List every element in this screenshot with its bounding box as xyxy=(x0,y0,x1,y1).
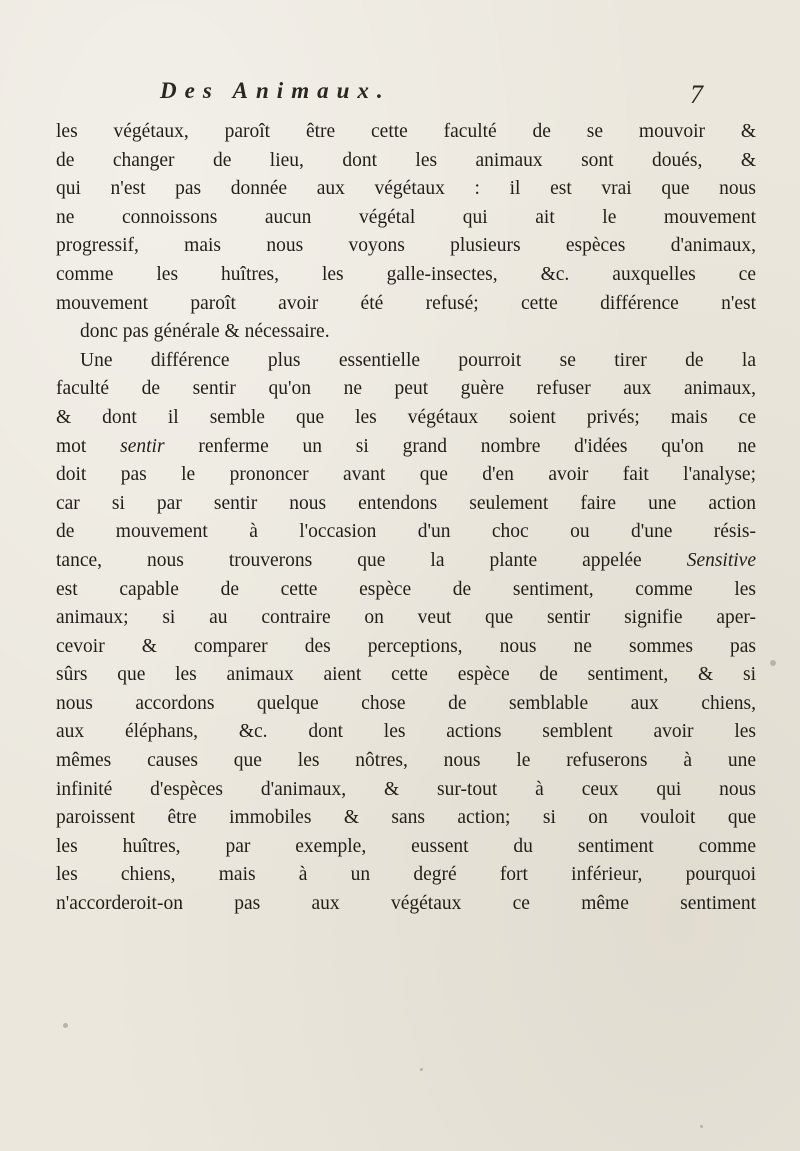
paper-speck xyxy=(420,1068,423,1071)
italic-word-sensitive: Sensitive xyxy=(686,549,756,571)
text-line-3: qui n'est pas donnée aux végétaux : il est vrai que nous xyxy=(56,178,756,200)
paper-speck xyxy=(63,1023,68,1028)
text-line-5: progressif, mais nous voyons plusieurs espèces d'animaux, xyxy=(56,235,756,257)
text-line-10: faculté de sentir qu'on ne peut guère refuser aux animaux, xyxy=(56,378,756,400)
text-line-14: car si par sentir nous entendons seulement faire une action xyxy=(56,492,756,514)
text-line-2: de changer de lieu, dont les animaux sont doués, & xyxy=(56,149,756,171)
body-text xyxy=(56,118,756,919)
text-line-20: sûrs que les animaux aient cette espèce de sentiment, & si xyxy=(56,664,756,686)
text-line-24: infinité d'espèces d'animaux, & sur-tout à ceux qui nous xyxy=(56,778,756,800)
text-line-28: n'accorderoit-on pas aux végétaux ce même sentiment xyxy=(56,893,756,915)
text-line-8: donc pas générale & nécessaire. xyxy=(80,321,330,343)
paper-speck xyxy=(770,660,776,666)
text-line-15: de mouvement à l'occasion d'un choc ou d'une résis- xyxy=(56,521,756,543)
text-line-13: doit pas le prononcer avant que d'en avoir fait l'analyse; xyxy=(56,464,756,486)
text-line-11: & dont il semble que les végétaux soient privés; mais ce xyxy=(56,406,756,428)
text-line-23: mêmes causes que les nôtres, nous le refuserons à une xyxy=(56,750,756,772)
text-line-22: aux éléphans, &c. dont les actions semblent avoir les xyxy=(56,721,756,743)
page-number: 7 xyxy=(690,80,703,109)
text-line-17: est capable de cette espèce de sentiment, comme les xyxy=(56,578,756,600)
text-line-4: ne connoissons aucun végétal qui ait le mouvement xyxy=(56,206,756,228)
text-line-7: mouvement paroît avoir été refusé; cette différence n'est xyxy=(56,292,756,314)
text-line-25: paroissent être immobiles & sans action; si on vouloit que xyxy=(56,807,756,829)
text-line-1: les végétaux, paroît être cette faculté de se mouvoir & xyxy=(56,121,756,142)
text-line-26: les huîtres, par exemple, eussent du sentiment comme xyxy=(56,835,756,857)
running-head: Des Animaux. xyxy=(160,78,391,103)
italic-word-sentir: sentir xyxy=(120,435,165,457)
text-line-12: mot sentir renferme un si grand nombre d'idées qu'on ne xyxy=(56,435,756,457)
paper-speck xyxy=(700,1125,703,1128)
text-line-9: Une différence plus essentielle pourroit se tirer de la xyxy=(80,349,756,371)
text-line-21: nous accordons quelque chose de semblable aux chiens, xyxy=(56,692,756,714)
text-line-18: animaux; si au contraire on veut que sentir signifie aper- xyxy=(56,607,756,629)
text-line-6: comme les huîtres, les galle-insectes, &c. auxquelles ce xyxy=(56,263,756,285)
text-line-19: cevoir & comparer des perceptions, nous ne sommes pas xyxy=(56,635,756,657)
text-line-27: les chiens, mais à un degré fort inférieur, pourquoi xyxy=(56,864,756,886)
text-line-16: tance, nous trouverons que la plante appelée Sensitive xyxy=(56,549,756,571)
